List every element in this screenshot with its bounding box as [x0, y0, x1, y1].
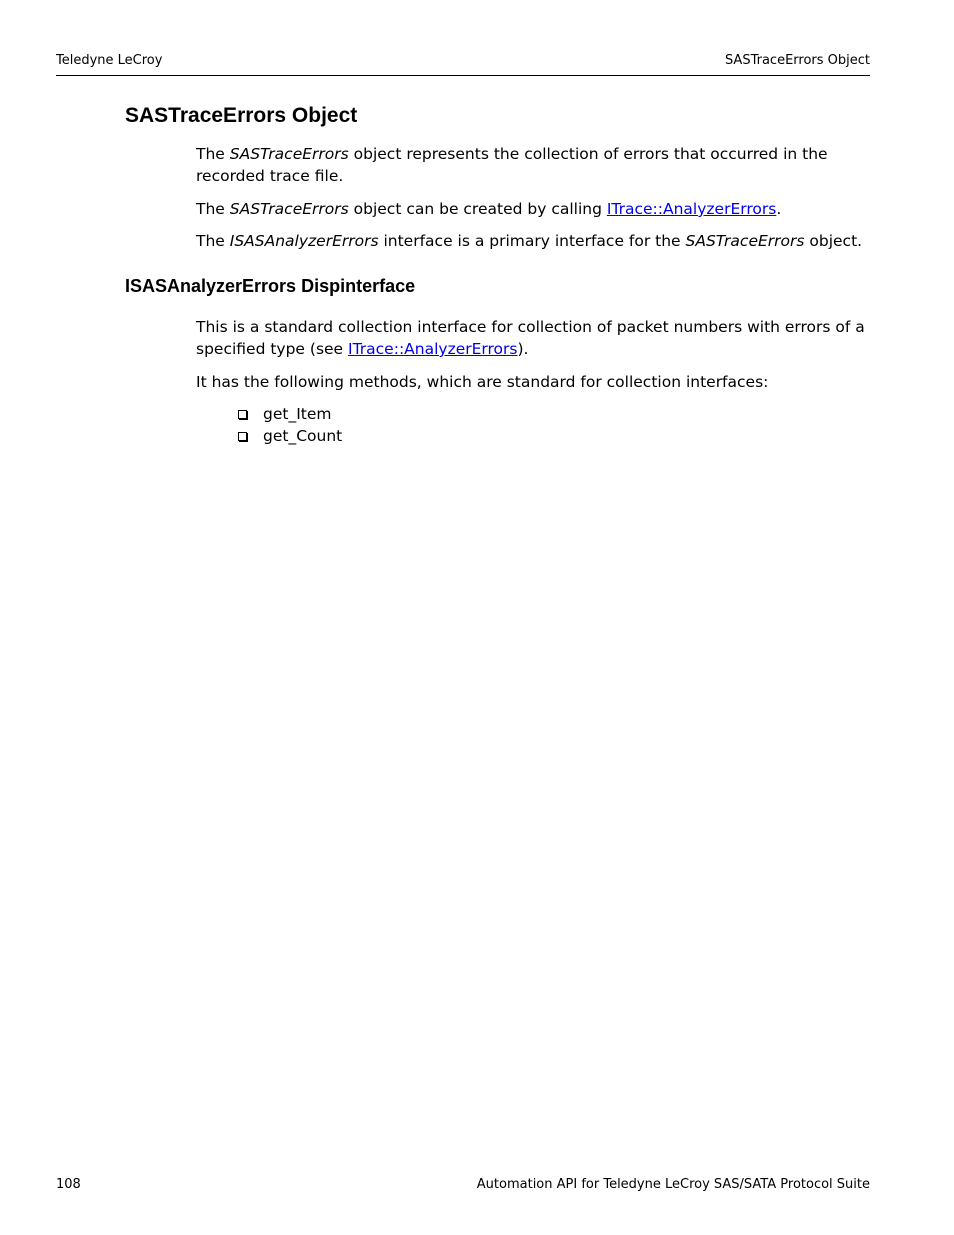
subsection-title: ISASAnalyzerErrors Dispinterface [125, 276, 416, 296]
section-paragraph-3: The ISASAnalyzerErrors interface is a primary interface for the SASTraceErrors object. [196, 232, 863, 250]
section-paragraph-1: The SASTraceErrors object represents the collection of errors that occurred in the recorded trace file. [196, 145, 828, 185]
list-item [236, 425, 342, 447]
header-section-name: SASTraceErrors Object [724, 53, 870, 68]
page-header [56, 53, 870, 76]
methods-list [236, 403, 342, 447]
checkbox-bullet-icon [238, 410, 247, 419]
header-company: Teledyne LeCroy [56, 53, 163, 68]
section-paragraph-2: The SASTraceErrors object can be created by calling ITrace::AnalyzerErrors. [196, 200, 782, 218]
subsection-paragraph-1: This is a standard collection interface for collection of packet numbers with errors of a specified type (see ITrace::AnalyzerErrors). [196, 318, 865, 358]
itrace-analyzererrors-link-2[interactable]: ITrace::AnalyzerErrors [348, 340, 518, 358]
itrace-analyzererrors-link[interactable]: ITrace::AnalyzerErrors [606, 200, 777, 218]
subsection-paragraph-2: It has the following methods, which are standard for collection interfaces: [196, 373, 769, 391]
footer-doc-title: Automation API for Teledyne LeCroy SAS/SATA Protocol Suite [476, 1177, 870, 1192]
page-number: 108 [56, 1177, 81, 1192]
list-item [236, 403, 342, 425]
method-name: get_Item [263, 405, 332, 423]
section-title: SASTraceErrors Object [125, 104, 358, 127]
checkbox-bullet-icon [238, 432, 247, 441]
method-name: get_Count [263, 427, 343, 445]
